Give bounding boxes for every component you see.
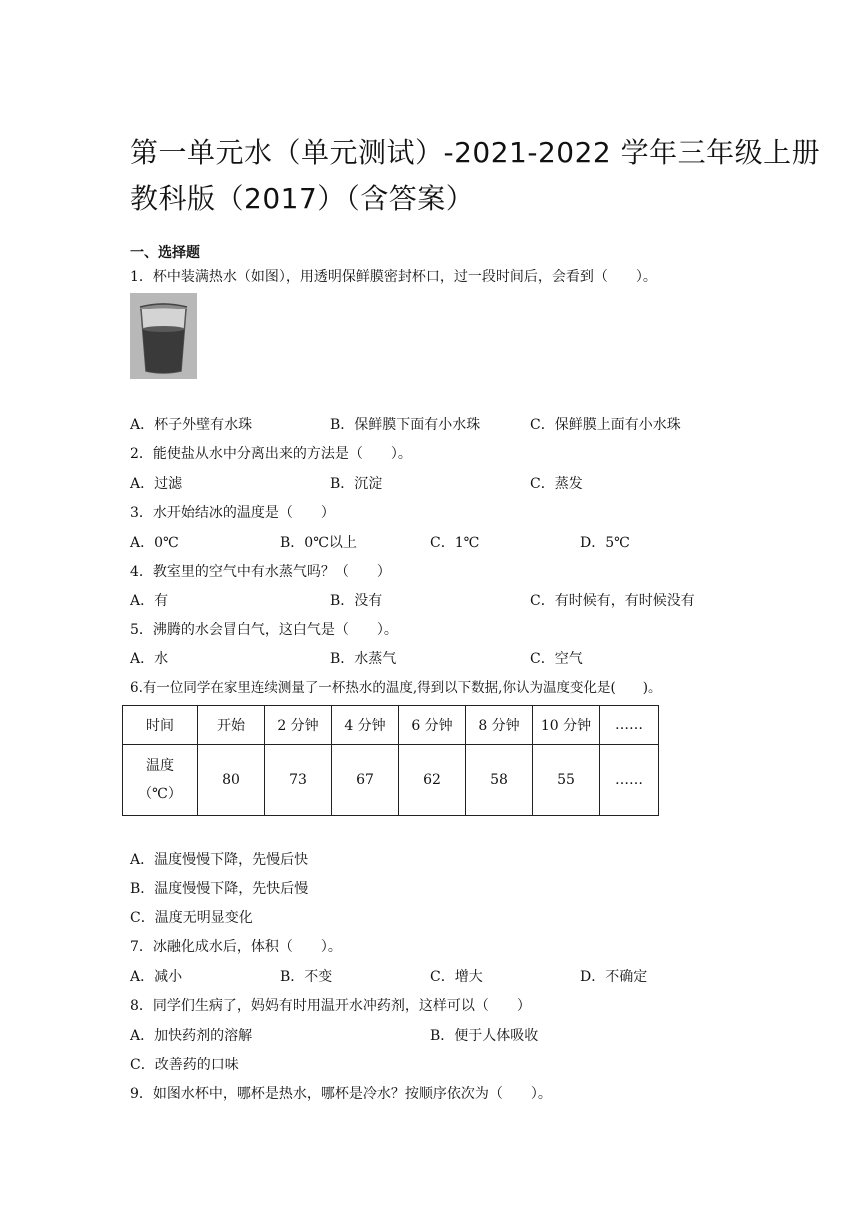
q6-option-c: C．温度无明显变化 [130, 910, 253, 926]
q7-option-c: C．增大 [430, 969, 483, 985]
q5-option-b: B．水蒸气 [330, 651, 397, 667]
table-cell: 67 [332, 745, 399, 816]
q3-option-c: C．1℃ [430, 535, 480, 551]
table-cell: 55 [533, 745, 600, 816]
q8-option-a: A．加快药剂的溶解 [130, 1028, 253, 1044]
q2-option-a: A．过滤 [130, 476, 183, 492]
q6-option-a: A．温度慢慢下降，先慢后快 [130, 852, 309, 868]
table-cell: 80 [198, 745, 265, 816]
section-heading: 一、选择题 [130, 245, 200, 261]
title-line-2: 教科版（2017）（含答案） [130, 182, 475, 215]
table-cell: 8 分钟 [466, 706, 533, 745]
question-8: 8．同学们生病了，妈妈有时用温开水冲药剂，这样可以（ ） [130, 998, 531, 1014]
question-9: 9．如图水杯中，哪杯是热水，哪杯是冷水？按顺序依次为（ ）。 [130, 1086, 552, 1102]
q6-option-b: B．温度慢慢下降，先快后慢 [130, 881, 309, 897]
cup-image [130, 293, 197, 379]
question-7: 7．冰融化成水后，体积（ ）。 [130, 939, 342, 955]
table-cell: 2 分钟 [265, 706, 332, 745]
temperature-table [122, 705, 659, 816]
q1-option-a: A．杯子外壁有水珠 [130, 417, 253, 433]
document-title [130, 130, 821, 222]
table-cell-label [123, 745, 198, 816]
question-2: 2．能使盐从水中分离出来的方法是（ ）。 [130, 446, 412, 462]
q1-option-b: B．保鲜膜下面有小水珠 [330, 417, 481, 433]
table-cell: 时间 [123, 706, 198, 745]
q1-option-c: C．保鲜膜上面有小水珠 [530, 417, 681, 433]
table-row-temperature [123, 745, 659, 816]
table-cell: 73 [265, 745, 332, 816]
temperature-label: 温度 [146, 758, 174, 774]
q4-option-a: A．有 [130, 593, 169, 609]
table-cell: 6 分钟 [399, 706, 466, 745]
table-cell: 开始 [198, 706, 265, 745]
q3-option-a: A．0℃ [130, 535, 179, 551]
q8-option-b: B．便于人体吸收 [430, 1028, 539, 1044]
table-row-time [123, 706, 659, 745]
table-cell: 10 分钟 [533, 706, 600, 745]
q3-option-b: B．0℃以上 [280, 535, 357, 551]
q8-option-c: C．改善药的口味 [130, 1057, 239, 1073]
title-line-1: 第一单元水（单元测试）-2021-2022 学年三年级上册 [130, 136, 821, 169]
q4-option-b: B．没有 [330, 593, 383, 609]
q2-option-b: B．沉淀 [330, 476, 383, 492]
table-cell: 4 分钟 [332, 706, 399, 745]
q7-option-b: B．不变 [280, 969, 333, 985]
q5-option-a: A．水 [130, 651, 169, 667]
table-cell: …… [600, 706, 659, 745]
question-5: 5．沸腾的水会冒白气，这白气是（ ）。 [130, 622, 398, 638]
question-3: 3．水开始结冰的温度是（ ） [130, 505, 335, 521]
q7-option-d: D．不确定 [580, 969, 648, 985]
q7-option-a: A．减小 [130, 969, 183, 985]
question-6: 6.有一位同学在家里连续测量了一杯热水的温度,得到以下数据,你认为温度变化是( )。 [130, 680, 662, 696]
table-cell: 62 [399, 745, 466, 816]
question-1: 1．杯中装满热水（如图），用透明保鲜膜密封杯口，过一段时间后，会看到（ ）。 [130, 269, 657, 285]
question-4: 4．教室里的空气中有水蒸气吗？（ ） [130, 564, 391, 580]
table-cell: …… [600, 745, 659, 816]
q4-option-c: C．有时候有，有时候没有 [530, 593, 695, 609]
temperature-unit-label: （℃） [138, 786, 182, 802]
table-cell: 58 [466, 745, 533, 816]
q3-option-d: D．5℃ [580, 535, 630, 551]
q5-option-c: C．空气 [530, 651, 583, 667]
q2-option-c: C．蒸发 [530, 476, 583, 492]
